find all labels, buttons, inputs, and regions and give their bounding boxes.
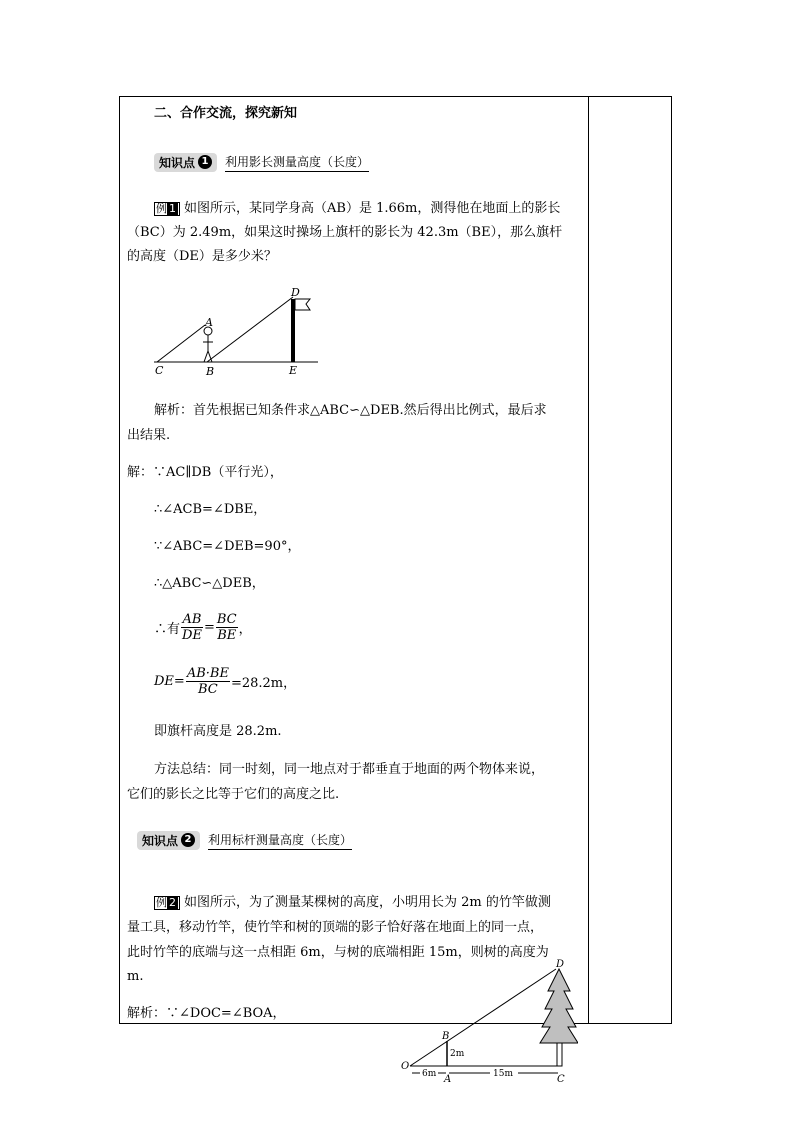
label-c: C <box>557 1074 565 1085</box>
knowledge-point-title: 利用影长测量高度（长度） <box>225 153 369 172</box>
tree-icon <box>540 969 578 1066</box>
solution-step-2: ∴∠ACB=∠DBE， <box>154 502 267 517</box>
solution-step-3: ∵∠ABC=∠DEB=90°， <box>154 539 301 554</box>
number-circle-icon: 2 <box>181 833 195 847</box>
method-summary-line-1: 方法总结：同一时刻，同一地点对于都垂直于地面的两个物体来说， <box>154 762 545 777</box>
tree-pole-shadow-figure <box>398 955 578 1085</box>
solution-conclusion: 即旗杆高度是 28.2m. <box>154 724 282 739</box>
label-length-ab: 2m <box>450 1049 465 1059</box>
label-d: D <box>556 959 565 970</box>
fraction-ab-de: $\frac{AB}{DE}$ <box>182 612 202 643</box>
label-c: C <box>155 364 164 377</box>
label-b: B <box>206 365 215 378</box>
label-d: D <box>291 286 300 299</box>
label-length-ac: 15m <box>493 1069 513 1079</box>
example-1-line-2: （BC）为 2.49m，如果这时操场上旗杆的影长为 42.3m（BE），那么旗杆 <box>127 225 563 240</box>
label-a: A <box>205 316 213 329</box>
light-ray-od <box>410 969 556 1066</box>
light-ray-bd <box>207 297 293 362</box>
label-b: B <box>442 1031 450 1042</box>
label-o: O <box>401 1061 410 1072</box>
flagpole-shadow-figure <box>150 285 330 380</box>
solution-step-4: ∴△ABC∽△DEB， <box>154 576 265 591</box>
knowledge-point-2 <box>137 830 352 850</box>
label-e: E <box>289 364 298 377</box>
solution-step-6: DE= $\frac{AB\cdot BE}{BC}$ =28.2m， <box>154 666 297 697</box>
example-2-line-4: m. <box>127 969 144 984</box>
person-leg-left <box>204 351 208 362</box>
section-title: 二、合作交流，探究新知 <box>154 106 298 121</box>
solution-step-1: 解：∵AC∥DB（平行光）， <box>127 465 283 480</box>
example-2-line-3: 此时竹竿的底端与这一点相距 6m，与树的底端相距 15m，则树的高度为 <box>127 945 549 960</box>
fraction-ab-be-over-bc: $\frac{AB\cdot BE}{BC}$ <box>186 666 229 697</box>
analysis-1-line-2: 出结果. <box>127 428 171 443</box>
knowledge-point-badge: 知识点 1 <box>154 153 217 172</box>
knowledge-point-badge: 知识点 2 <box>137 831 200 850</box>
method-summary-line-2: 它们的影长之比等于它们的高度之比. <box>127 787 340 802</box>
example-1-line-1: 例 1 如图所示，某同学身高（AB）是 1.66m，测得他在地面上的影长 <box>156 201 561 216</box>
example-2-line-2: 量工具，移动竹竿，使竹竿和树的顶端的影子恰好落在地面上的同一点， <box>127 920 544 935</box>
column-divider <box>588 96 589 1024</box>
knowledge-point-title: 利用标杆测量高度（长度） <box>208 831 352 850</box>
example-badge: 例 1 <box>154 202 180 216</box>
light-ray-ac <box>157 325 205 362</box>
analysis-1-line-1: 解析：首先根据已知条件求△ABC∽△DEB.然后得出比例式，最后求 <box>154 403 547 418</box>
label-length-oa: 6m <box>422 1069 437 1079</box>
example-badge: 例 2 <box>154 896 180 910</box>
knowledge-point-1 <box>154 152 369 172</box>
fraction-bc-be: $\frac{BC}{BE}$ <box>216 612 237 643</box>
label-a: A <box>444 1074 452 1085</box>
example-1-line-3: 的高度（DE）是多少米？ <box>127 249 277 264</box>
solution-step-5: ∴有 $\frac{AB}{DE}$ = $\frac{BC}{BE}$ ， <box>154 612 252 643</box>
analysis-2: 解析：∵∠DOC=∠BOA， <box>127 1006 286 1021</box>
example-2-line-1: 例 2 如图所示，为了测量某棵树的高度，小明用长为 2m 的竹竿做测 <box>156 895 551 910</box>
number-circle-icon: 1 <box>198 155 212 169</box>
flag-icon <box>295 299 310 310</box>
